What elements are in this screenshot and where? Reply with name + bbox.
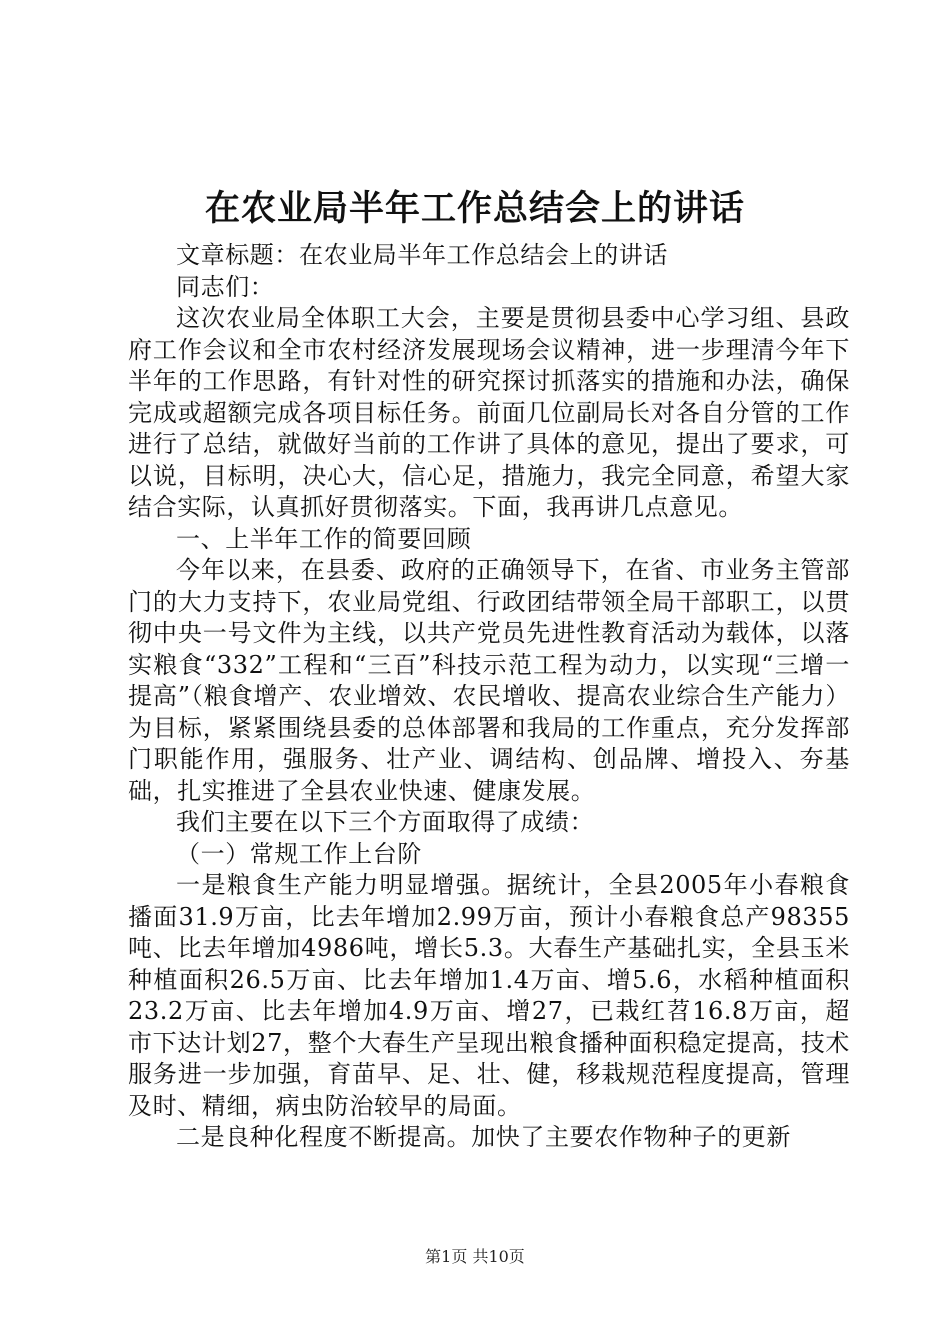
document-body: [128, 240, 850, 1154]
subsection-heading: （一）常规工作上台阶: [176, 839, 422, 868]
body-paragraph: 一是粮食生产能力明显增强。据统计，全县2005年小春粮食播面31.9万亩，比去年增加2.99万亩，预计小春粮食总产98355吨、比去年增加4986吨，增长5.3。大春生产基础扎实，全县玉米种植面积26.5万亩、比去年增加1.4万亩、增5.6，水稻种植面积23.2万亩、比去年增加4.9万亩、增27，已栽红苕16.8万亩，超市下达计划27，整个大春生产呈现出粮食播种面积稳定提高，技术服务进一步加强，育苗早、足、壮、健，移栽规范程度提高，管理及时、精细，病虫防治较早的局面。: [128, 871, 850, 1120]
page-number-footer: 第1页 共10页: [425, 1247, 525, 1266]
body-paragraph: 今年以来，在县委、政府的正确领导下，在省、市业务主管部门的大力支持下，农业局党组、行政团结带领全局干部职工，以贯彻中央一号文件为主线，以共产党员先进性教育活动为载体，以落实粮食“332”工程和“三百”科技示范工程为动力，以实现“三增一提高”（粮食增产、农业增效、农民增收、提高农业综合生产能力）为目标，紧紧围绕县委的总体部署和我局的工作重点，充分发挥部门职能作用，强服务、壮产业、调结构、创品牌、增投入、夯基础，扎实推进了全县农业快速、健康发展。: [128, 556, 850, 805]
body-paragraph: 这次农业局全体职工大会，主要是贯彻县委中心学习组、县政府工作会议和全市农村经济发展现场会议精神，进一步理清今年下半年的工作思路，有针对性的研究探讨抓落实的措施和办法，确保完成或超额完成各项目标任务。前面几位副局长对各自分管的工作进行了总结，就做好当前的工作讲了具体的意见，提出了要求，可以说，目标明，决心大，信心足，措施力，我完全同意，希望大家结合实际，认真抓好贯彻落实。下面，我再讲几点意见。: [128, 304, 850, 521]
body-paragraph: 二是良种化程度不断提高。加快了主要农作物种子的更新: [176, 1123, 791, 1151]
body-paragraph: 我们主要在以下三个方面取得了成绩：: [176, 808, 595, 836]
salutation: 同志们：: [176, 272, 275, 301]
article-title-line: 文章标题：在农业局半年工作总结会上的讲话: [176, 241, 668, 269]
section-heading: 一、上半年工作的简要回顾: [176, 524, 472, 553]
document-title: 在农业局半年工作总结会上的讲话: [204, 188, 745, 229]
